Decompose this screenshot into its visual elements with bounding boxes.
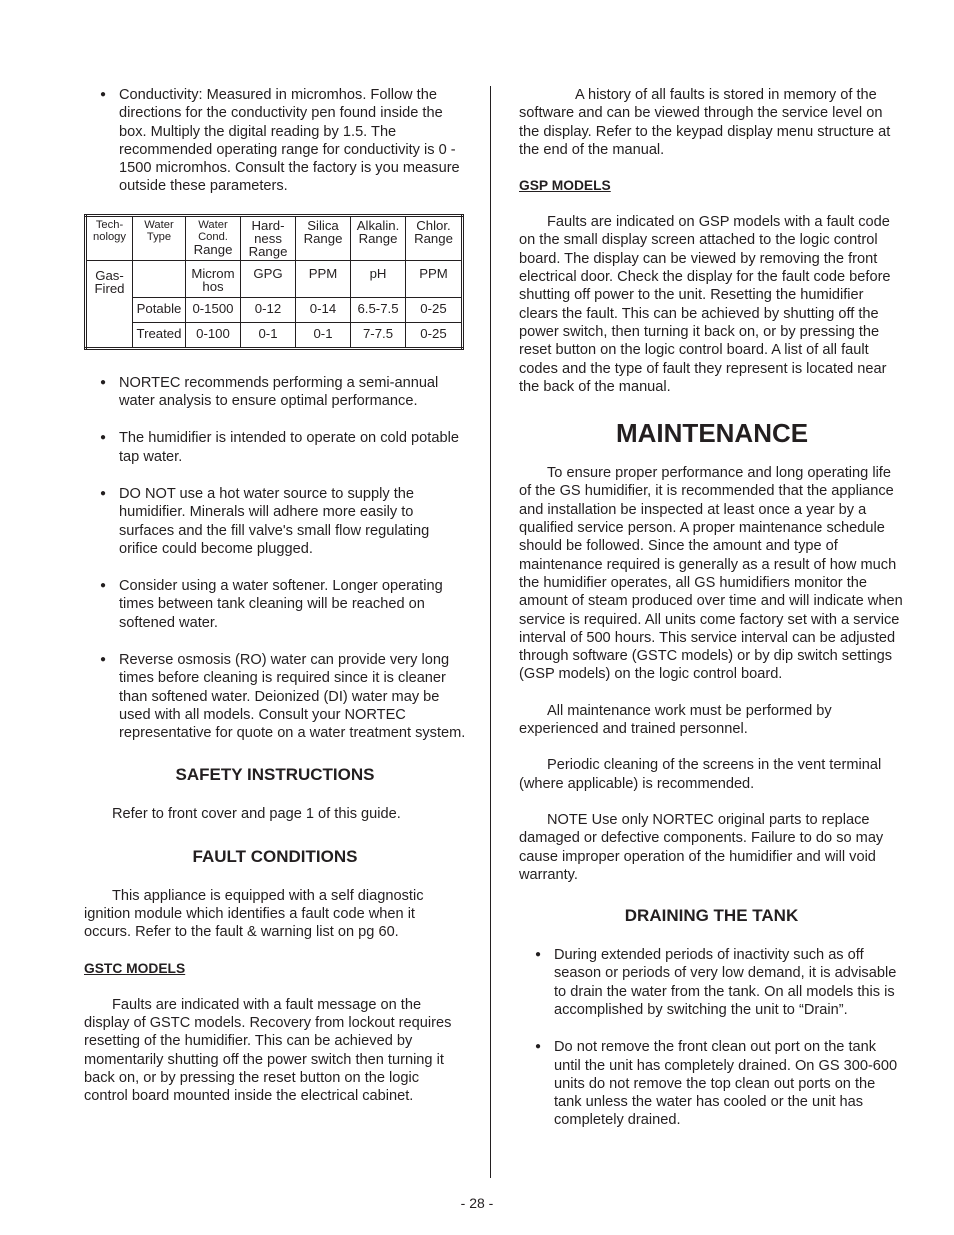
water-spec-table [84,214,464,350]
table-cell: 0-1500 [186,297,241,322]
maintenance-paragraph: All maintenance work must be performed by experienced and trained personnel. [519,702,832,738]
gstc-text: Faults are indicated with a fault message on the display of GSTC models. Recovery from lockout requires resetting of the humidifier. This can be achieved by momentarily shutting off the power switch then turning it back on, or by pressing the reset button on the logic control board mounted inside the electrical cabinet. [84,996,452,1105]
draining-heading: DRAINING THE TANK [624,906,799,926]
table-cell: pH [351,260,406,297]
maintenance-heading: MAINTENANCE [616,418,809,449]
safety-text: Refer to front cover and page 1 of this guide. [112,805,401,822]
bullet-icon: ● [100,487,107,499]
table-cell: 0-100 [186,322,241,348]
table-cell: 0-25 [406,322,463,348]
list-item: ● Do not remove the front clean out port on the tank until the unit has completely drained. On GS 300-600 units do not remove the top clean out ports on the tank unless the water has cooled or the unit has completely drained. [535,1039,898,1129]
gstc-heading: GSTC MODELS [84,960,186,976]
list-item: ● Reverse osmosis (RO) water can provide very long times before cleaning is required since it is cleaner than softened water. Deionized (DI) water may be used with all models. Consult your NORTEC representative for quote on a water treatment system. [100,652,466,742]
fault-history-text: A history of all faults is stored in memory of the software and can be viewed through the service level on the display. Refer to the keypad display menu structure at the end of the manual. [519,87,891,158]
table-cell: 6.5-7.5 [351,297,406,322]
spacer [84,558,466,577]
maintenance-note: NOTE Use only NORTEC original parts to replace damaged or defective components. Failure to do so may cause improper operation of the humidifier and will void warranty. [519,811,884,883]
table-header-cell: Water Type [133,215,186,260]
table-header-cell: Hard- ness Range [241,215,296,260]
tech-cell: Gas- Fired [86,260,133,348]
bullet-icon: ● [100,580,107,592]
list-item: ● Consider using a water softener. Longer operating times between tank cleaning will be reached on softened water. [100,578,443,631]
gsp-heading: GSP MODELS [519,178,611,194]
bullet-icon: ● [100,376,107,388]
list-item: ● NORTEC recommends performing a semi-annual water analysis to ensure optimal performance. [100,374,439,410]
spacer [519,1019,904,1038]
table-header-cell: Chlor. Range [406,215,463,260]
table-cell: GPG [241,260,296,297]
table-cell [133,260,186,297]
list-item: ● During extended periods of inactivity such as off season or periods of very low demand, it is advisable to drain the water from the tank. On all models this is accomplished by switching the unit to “Drain”. [535,947,897,1018]
gsp-text: Faults are indicated on GSP models with a fault code on the small display screen attached to the logic control board. The display can be viewed by removing the front electrical door. Check the display for the fault code before shutting off power to the unit. Resetting the humidifier clears the fault. This can be achieved by shutting off the power switch, then turning it back on, or by pressing the reset button on the logic control board. A list of all fault codes and the type of fault they represent is located near the back of the manual. [519,214,891,395]
maintenance-paragraph: Periodic cleaning of the screens in the vent terminal (where applicable) is recommended. [519,757,882,792]
maintenance-paragraph: To ensure proper performance and long operating life of the GS humidifier, it is recommended that the appliance and installation be inspected at least once a year by a qualified service person. A proper maintenance schedule should be followed. Since the amount and type of maintenance required is generally as a result of how much the humidifier operates, all GS humidifiers monitor the amount of steam produced over time and will indicate when service is required. All units come factory set with a service interval of 500 hours. This service interval can be adjusted through software (GSTC models) or by dip switch settings (GSP models) on the logic control board. [519,465,903,683]
bullet-icon: ● [535,1041,542,1053]
table-cell: 0-25 [406,297,463,322]
spacer [84,466,466,485]
left-column [84,86,466,1106]
spacer [84,632,466,651]
table-cell: PPM [406,260,463,297]
list-item: ● The humidifier is intended to operate on cold potable tap water. [100,430,459,465]
fault-heading: FAULT CONDITIONS [192,846,358,866]
list-item: ● DO NOT use a hot water source to supply the humidifier. Minerals will adhere more easily to surfaces and the fill valve's small flow regulating orifice could become plugged. [100,485,430,557]
column-divider [490,86,491,1178]
table-header-cell: Silica Range [296,215,351,260]
bullet-icon: ● [535,949,542,961]
conductivity-list [84,86,466,196]
table-cell: 7-7.5 [351,322,406,348]
table-cell: 0-1 [296,322,351,348]
table-row [86,322,463,348]
page-number: - 28 - [460,1195,494,1211]
bullet-icon: ● [100,432,107,444]
table-header-cell: Alkalin. Range [351,215,406,260]
table-header-cell: Water Cond. Range [186,215,241,260]
list-item: ● Conductivity: Measured in micromhos. Follow the directions for the conductivity pen found inside the box. Multiply the digital reading by 1.5. The recommended operating range for conductivity is 0 - 1500 micromhos. Consult the factory is you measure outside these parameters. [100,87,460,195]
table-row [86,297,463,322]
table-header-cell: Tech- nology [86,215,133,260]
water-recommendations-list [84,374,466,743]
table-cell: PPM [296,260,351,297]
draining-list [519,946,904,1130]
bullet-icon: ● [100,89,107,100]
table-header-row [86,215,463,260]
bullet-icon: ● [100,654,107,666]
table-cell: 0-12 [241,297,296,322]
table-cell: Microm hos [186,260,241,297]
table-cell: Treated [133,322,186,348]
table-cell: 0-1 [241,322,296,348]
table-cell: Potable [133,297,186,322]
fault-text: This appliance is equipped with a self diagnostic ignition module which identifies a fault code when it occurs. Refer to the fault & warning list on pg 60. [84,887,424,941]
table-row [86,260,463,297]
right-column [519,86,904,1130]
table-cell: 0-14 [296,297,351,322]
safety-heading: SAFETY INSTRUCTIONS [175,764,375,784]
spacer [84,410,466,429]
